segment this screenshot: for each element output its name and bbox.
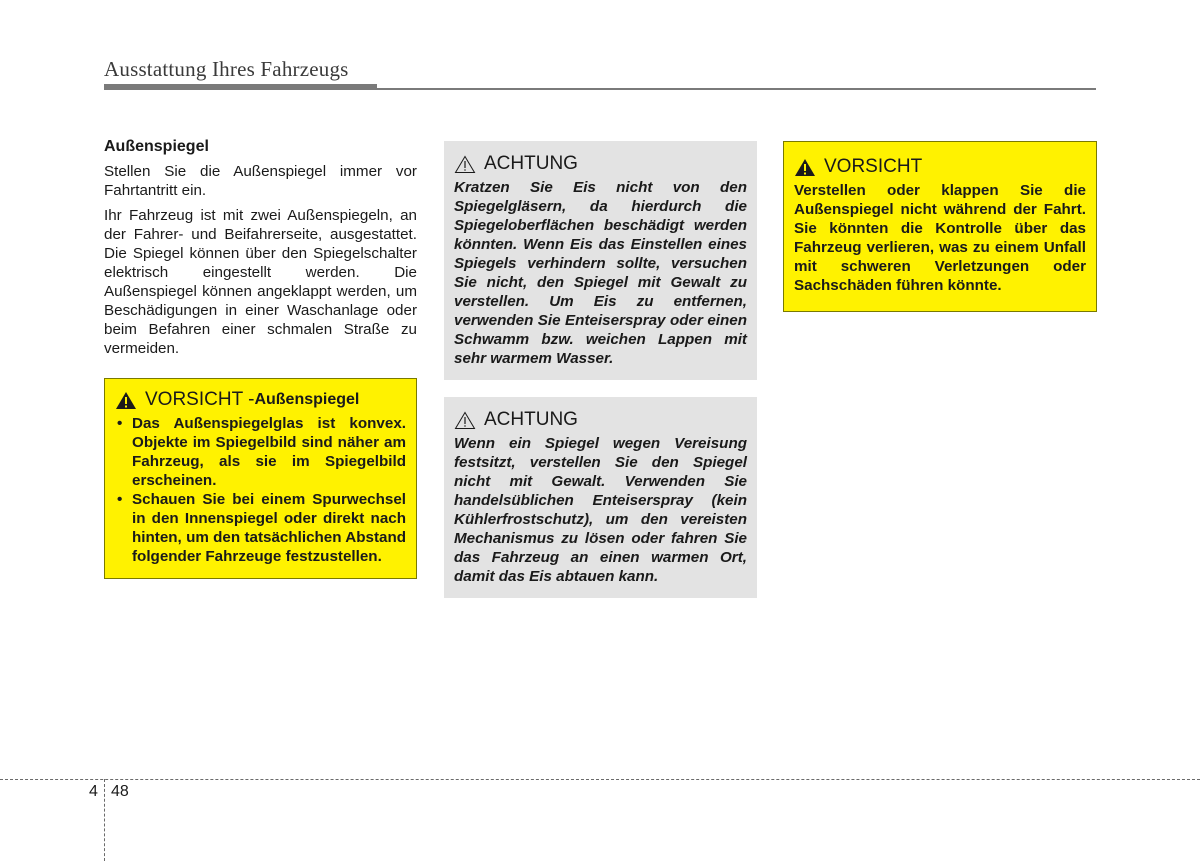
chapter-number: 4 bbox=[89, 783, 98, 800]
footer-vertical-dashed-rule bbox=[104, 779, 105, 861]
warning-outline-icon bbox=[454, 155, 476, 174]
notice-body-text: Wenn ein Spiegel wegen Vereisung festsitzt, verstellen Sie den Spiegel nicht mit Gewalt. Verwenden Sie handelsüblichen Enteiserspray (kein Kühlerfrostschutz), um den vereisten Mechanismus zu lösen oder fahren Sie das Fahrzeug an einen warmen Ort, damit das Eis abtauen kann. bbox=[454, 435, 747, 585]
notice-box-frozen-mirror bbox=[444, 397, 757, 598]
caution-box-title bbox=[115, 389, 406, 411]
notice-box-title bbox=[454, 153, 747, 175]
notice-box-ice-scraping bbox=[444, 141, 757, 380]
page-number: 48 bbox=[111, 783, 129, 800]
notice-title-text: ACHTUNG bbox=[484, 409, 578, 430]
notice-title-text: ACHTUNG bbox=[484, 153, 578, 174]
caution-bullet-list bbox=[115, 414, 406, 566]
header-rule-thick bbox=[104, 84, 377, 90]
section-heading: Außenspiegel bbox=[104, 138, 209, 155]
footer-dashed-rule bbox=[0, 779, 1200, 780]
caution-bullet: • Das Außenspiegelglas ist konvex. Objekte im Spiegelbild sind näher am Fahrzeug, als sie im Spiegelbild erscheinen. bbox=[117, 415, 406, 489]
caution-title-main: VORSICHT - bbox=[145, 389, 255, 410]
caution-title-sub: Außenspiegel bbox=[254, 391, 360, 408]
caution-body-text: Verstellen oder klappen Sie die Außenspiegel nicht während der Fahrt. Sie könnten die Kontrolle über das Fahrzeug verlieren, was zu einem Unfall mit schweren Verletzungen oder Sachschäden führen könnte. bbox=[794, 182, 1086, 294]
caution-title-text: VORSICHT bbox=[824, 156, 923, 177]
caution-box-title bbox=[794, 156, 1086, 178]
header-rule-thin bbox=[377, 88, 1096, 90]
intro-paragraph: Stellen Sie die Außenspiegel immer vor Fahrtantritt ein. bbox=[104, 163, 417, 199]
column-left bbox=[104, 138, 417, 579]
column-right bbox=[783, 141, 1097, 312]
description-paragraph: Ihr Fahrzeug ist mit zwei Außenspiegeln, an der Fahrer- und Beifahrerseite, ausgestattet. Die Spiegel können über den Spiegelschalter elektrisch eingestellt werden. Die Außenspiegel können angeklappt werden, um Beschädigungen in einer Waschanlage oder beim Befahren einer schmalen Straße zu vermeiden. bbox=[104, 207, 417, 357]
notice-box-title bbox=[454, 409, 747, 431]
warning-outline-icon bbox=[454, 411, 476, 430]
caution-box-folding bbox=[783, 141, 1097, 312]
column-middle bbox=[444, 141, 757, 598]
caution-bullet: • Schauen Sie bei einem Spurwechsel in den Innenspiegel oder direkt nach hinten, um den tatsächlichen Abstand folgender Fahrzeuge festzustellen. bbox=[117, 491, 406, 565]
warning-icon bbox=[794, 158, 816, 177]
notice-body-text: Kratzen Sie Eis nicht von den Spiegelgläsern, da hierdurch die Spiegeloberflächen beschädigt werden könnten. Wenn Eis das Einstellen eines Spiegels verhindern sollte, versuchen Sie nicht, den Spiegel mit Gewalt zu verstellen. Um Eis zu entfernen, verwenden Sie Enteiserspray oder einen Schwamm bzw. weichen Lappen mit sehr warmem Wasser. bbox=[454, 179, 747, 367]
caution-box-mirror bbox=[104, 378, 417, 579]
warning-icon bbox=[115, 391, 137, 410]
page-header-title: Ausstattung Ihres Fahrzeugs bbox=[104, 57, 349, 81]
